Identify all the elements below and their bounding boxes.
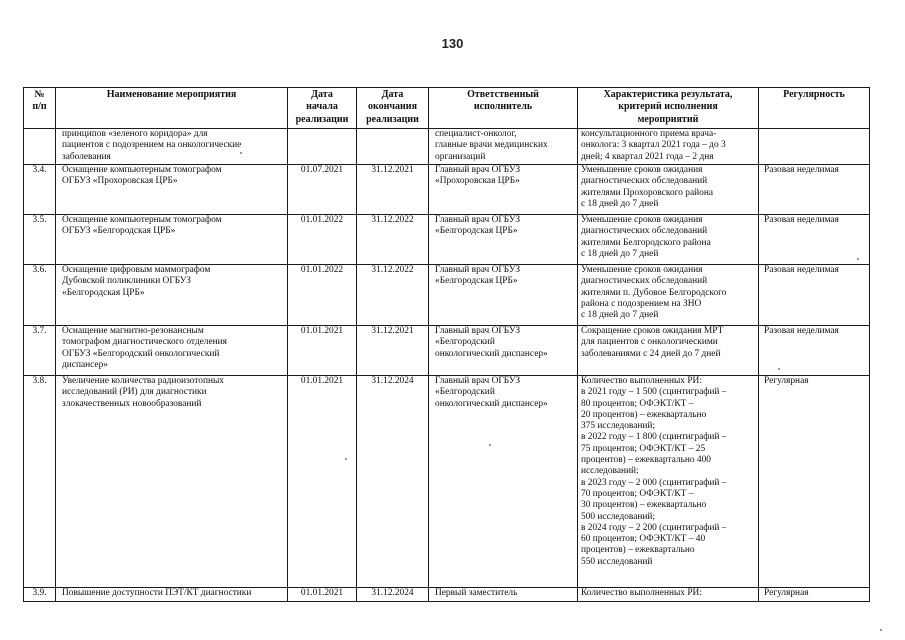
table-row <box>24 215 870 265</box>
cell-num <box>24 129 56 165</box>
cell-end-date: 31.12.2021 <box>357 326 429 376</box>
cell-num: 3.5. <box>24 215 56 265</box>
table-header-row <box>24 88 870 129</box>
scan-speck <box>857 258 859 260</box>
cell-name: Повышение доступности ПЭТ/КТ диагностики <box>56 588 288 602</box>
cell-start-date <box>288 129 357 165</box>
cell-characteristic: Уменьшение сроков ожидания диагностических обследований жителями Прохоровского района с 18 дней до 7 дней <box>578 165 759 215</box>
header-regularity: Регулярность <box>759 88 870 129</box>
header-end-date: Дата окончания реализации <box>357 88 429 129</box>
cell-regularity: Разовая неделимая <box>759 265 870 326</box>
scan-speck <box>778 368 780 370</box>
scan-speck <box>489 444 491 446</box>
cell-regularity: Регулярная <box>759 376 870 588</box>
cell-name: Оснащение компьютерным томографом ОГБУЗ «Прохоровская ЦРБ» <box>56 165 288 215</box>
cell-num: 3.6. <box>24 265 56 326</box>
header-characteristic: Характеристика результата, критерий исполнения мероприятий <box>578 88 759 129</box>
cell-regularity: Разовая неделимая <box>759 165 870 215</box>
cell-responsible: Главный врач ОГБУЗ «Белгородский онкологический диспансер» <box>429 326 578 376</box>
header-responsible: Ответственный исполнитель <box>429 88 578 129</box>
cell-num: 3.4. <box>24 165 56 215</box>
cell-name: Оснащение компьютерным томографом ОГБУЗ «Белгородская ЦРБ» <box>56 215 288 265</box>
cell-num: 3.7. <box>24 326 56 376</box>
cell-start-date: 01.01.2022 <box>288 265 357 326</box>
header-name: Наименование мероприятия <box>56 88 288 129</box>
cell-start-date: 01.01.2021 <box>288 588 357 602</box>
header-num: № п/п <box>24 88 56 129</box>
cell-name: принципов «зеленого коридора» для пациентов с подозрением на онкологические заболевания <box>56 129 288 165</box>
cell-start-date: 01.01.2021 <box>288 326 357 376</box>
cell-characteristic: консультационного приема врача- онколога: 3 квартал 2021 года – до 3 дней; 4 квартал 2021 года – 2 дня <box>578 129 759 165</box>
cell-name: Оснащение цифровым маммографом Дубовской поликлиники ОГБУЗ «Белгородская ЦРБ» <box>56 265 288 326</box>
table-row <box>24 265 870 326</box>
cell-characteristic: Сокращение сроков ожидания МРТ для пациентов с онкологическими заболеваниями с 24 дней до 7 дней <box>578 326 759 376</box>
cell-name: Оснащение магнитно-резонансным томографом диагностического отделения ОГБУЗ «Белгородский онкологический диспансер» <box>56 326 288 376</box>
measures-table <box>23 87 870 602</box>
cell-responsible: Главный врач ОГБУЗ «Белгородская ЦРБ» <box>429 265 578 326</box>
cell-responsible: Первый заместитель <box>429 588 578 602</box>
cell-responsible: специалист-онколог, главные врачи медицинских организаций <box>429 129 578 165</box>
cell-end-date: 31.12.2022 <box>357 265 429 326</box>
cell-end-date: 31.12.2024 <box>357 588 429 602</box>
cell-characteristic: Уменьшение сроков ожидания диагностических обследований жителями п. Дубовое Белгородского района с подозрением на ЗНО с 18 дней до 7 дней <box>578 265 759 326</box>
header-start-date: Дата начала реализации <box>288 88 357 129</box>
cell-characteristic: Количество выполненных РИ: <box>578 588 759 602</box>
cell-regularity <box>759 129 870 165</box>
cell-characteristic: Уменьшение сроков ожидания диагностических обследований жителями Белгородского района с 18 дней до 7 дней <box>578 215 759 265</box>
scan-speck <box>345 458 347 460</box>
cell-end-date: 31.12.2024 <box>357 376 429 588</box>
cell-end-date: 31.12.2022 <box>357 215 429 265</box>
cell-responsible: Главный врач ОГБУЗ «Белгородская ЦРБ» <box>429 215 578 265</box>
table-row <box>24 165 870 215</box>
scan-speck <box>240 152 242 154</box>
table-row <box>24 376 870 588</box>
cell-start-date: 01.07.2021 <box>288 165 357 215</box>
scan-speck <box>880 629 882 631</box>
cell-regularity: Разовая неделимая <box>759 215 870 265</box>
cell-name: Увеличение количества радиоизотопных исследований (РИ) для диагностики злокачественных новообразований <box>56 376 288 588</box>
cell-start-date: 01.01.2022 <box>288 215 357 265</box>
cell-end-date: 31.12.2021 <box>357 165 429 215</box>
table-row <box>24 326 870 376</box>
cell-regularity: Регулярная <box>759 588 870 602</box>
cell-num: 3.8. <box>24 376 56 588</box>
cell-regularity: Разовая неделимая <box>759 326 870 376</box>
cell-start-date: 01.01.2021 <box>288 376 357 588</box>
page-number: 130 <box>441 36 464 51</box>
cell-responsible: Главный врач ОГБУЗ «Прохоровская ЦРБ» <box>429 165 578 215</box>
cell-responsible: Главный врач ОГБУЗ «Белгородский онкологический диспансер» <box>429 376 578 588</box>
cell-num: 3.9. <box>24 588 56 602</box>
cell-characteristic: Количество выполненных РИ: в 2021 году – 1 500 (сцинтиграфий – 80 процентов; ОФЭКТ/КТ – 20 процентов) – ежеквартально 375 исследований; в 2022 году – 1 800 (сцинтиграфий – 75 процентов; ОФЭКТ/КТ – 25 процентов) – ежеквартально 400 исследований; в 2023 году – 2 000 (сцинтиграфий – 70 процентов; ОФЭКТ/КТ – 30 процентов) – ежеквартально 500 исследований; в 2024 году – 2 200 (сцинтиграфий – 60 процентов; ОФЭКТ/КТ – 40 процентов) – ежеквартально 550 исследований <box>578 376 759 588</box>
table-row <box>24 129 870 165</box>
table-row <box>24 588 870 602</box>
cell-end-date <box>357 129 429 165</box>
